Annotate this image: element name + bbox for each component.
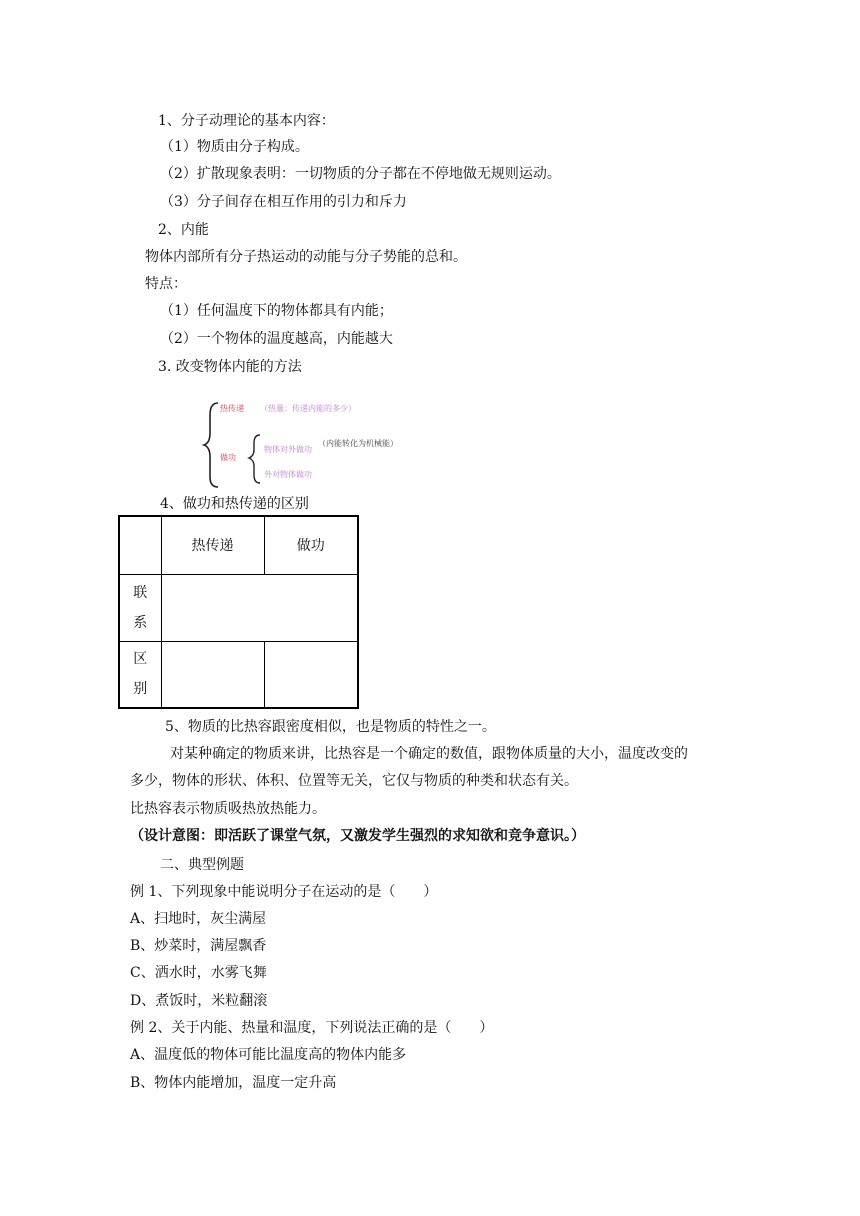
small-brace (249, 435, 260, 483)
section-1-title: 1、分子动理论的基本内容： (158, 113, 335, 129)
energy-change-diagram (200, 395, 420, 490)
section-5-paragraph-line-1: 对某种确定的物质来讲，比热容是一个确定的数值，跟物体质量的大小，温度改变的 (170, 746, 688, 762)
work-in-label: 外对物体做功 (264, 470, 312, 479)
examples-heading: 二、典型例题 (160, 857, 244, 873)
header-heat-transfer-text: 热传递 (191, 538, 234, 555)
table-header-work (264, 516, 358, 574)
section-1-item-3: （3）分子间存在相互作用的引力和斥力 (160, 194, 407, 210)
example-1-question: 例 1、下列现象中能说明分子在运动的是（ ） (130, 884, 438, 900)
heat-note: （热量：传递内能的多少） (260, 404, 356, 413)
work-out-label: 物体对外做功 (264, 445, 312, 454)
section-3-title: 3. 改变物体内能的方法 (158, 359, 302, 375)
work-label: 做功 (220, 453, 236, 462)
section-2-definition: 物体内部所有分子热运动的动能与分子势能的总和。 (145, 249, 467, 265)
example-1-option-c: C、洒水时，水雾飞舞 (130, 965, 267, 981)
example-1-option-d: D、煮饭时，米粒翻滚 (130, 993, 268, 1009)
section-5-title: 5、物质的比热容跟密度相似，也是物质的特性之一。 (165, 719, 496, 735)
table-row-difference-label (119, 641, 161, 708)
table-row-difference (119, 641, 358, 708)
section-2-feature-1: （1）任何温度下的物体都具有内能； (160, 303, 393, 319)
section-1-item-1: （1）物质由分子构成。 (160, 139, 309, 155)
table-header-heat-transfer (161, 516, 264, 574)
comparison-table (118, 515, 359, 709)
relation-char-1: 联 (133, 584, 148, 601)
difference-char-1: 区 (133, 651, 148, 668)
table-row-relation-label (119, 574, 161, 641)
header-work-text: 做功 (296, 538, 325, 555)
design-intent: （设计意图：即活跃了课堂气氛，又激发学生强烈的求知欲和竞争意识。） (130, 828, 585, 844)
example-2-question: 例 2、关于内能、热量和温度，下列说法正确的是（ ） (130, 1020, 494, 1036)
table-relation-cell (161, 574, 358, 641)
large-brace (204, 403, 218, 487)
example-2-option-b: B、物体内能增加，温度一定升高 (130, 1075, 337, 1091)
example-1-option-a: A、扫地时，灰尘满屋 (130, 911, 267, 927)
section-5-paragraph-line-2: 多少，物体的形状、体积、位置等无关，它仅与物质的种类和状态有关。 (130, 773, 578, 789)
section-5-meaning: 比热容表示物质吸热放热能力。 (130, 801, 326, 817)
table-row-relation (119, 574, 358, 641)
example-1-option-b: B、炒菜时，满屋飘香 (130, 938, 267, 954)
work-out-note: （内能转化为机械能） (318, 439, 398, 448)
example-2-option-a: A、温度低的物体可能比温度高的物体内能多 (130, 1047, 407, 1063)
table-difference-heat-cell (161, 641, 264, 708)
relation-char-2: 系 (133, 614, 148, 631)
table-header-row (119, 516, 358, 574)
section-1-item-2: （2）扩散现象表明：一切物质的分子都在不停地做无规则运动。 (160, 166, 561, 182)
section-2-feature-2: （2）一个物体的温度越高，内能越大 (160, 331, 393, 347)
section-2-title: 2、内能 (158, 222, 209, 238)
table-corner-cell (119, 516, 161, 574)
heat-transfer-label: 热传递 (220, 404, 244, 413)
section-2-features-label: 特点： (145, 276, 187, 292)
section-4-title: 4、做功和热传递的区别 (160, 496, 309, 512)
difference-char-2: 别 (133, 681, 148, 698)
table-difference-work-cell (264, 641, 358, 708)
